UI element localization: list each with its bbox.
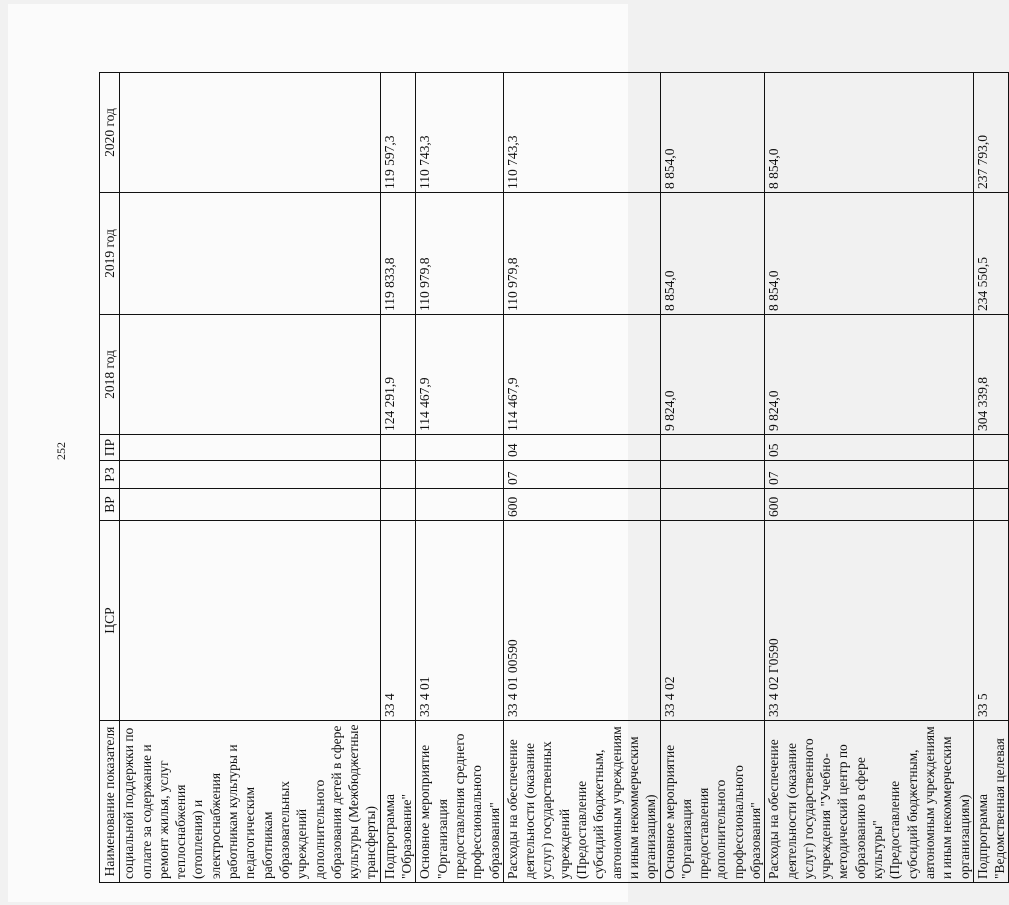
row-2020: 8 854,0 [660,73,765,193]
row-pr [660,435,765,461]
header-csr: ЦСР [100,521,120,721]
row-2020: 110 743,3 [503,73,660,193]
row-rz [973,461,1009,489]
row-csr: 33 5 [973,521,1009,721]
row-2019: 110 979,8 [416,193,503,315]
document-page [8,4,1008,902]
row-rz: 07 [765,461,974,489]
row-2019: 110 979,8 [503,193,660,315]
row-pr [380,435,416,461]
row-rz [416,461,503,489]
row-rz [120,461,380,489]
row-2020: 110 743,3 [416,73,503,193]
row-2018: 114 467,9 [503,315,660,435]
row-csr [120,521,380,721]
header-2019: 2019 год [100,193,120,315]
row-rz [660,461,765,489]
row-rz: 07 [503,461,660,489]
row-vr [973,489,1009,521]
row-pr [120,435,380,461]
row-2018: 9 824,0 [765,315,974,435]
row-vr [660,489,765,521]
header-2018: 2018 год [100,315,120,435]
header-vr: ВР [100,489,120,521]
row-2019: 8 854,0 [660,193,765,315]
row-2018: 9 824,0 [660,315,765,435]
table-wrapper [99,73,1008,883]
table-row [380,73,416,883]
row-csr: 33 4 02 [660,521,765,721]
table-row [765,73,974,883]
row-rz [380,461,416,489]
row-pr: 04 [503,435,660,461]
row-2019: 8 854,0 [765,193,974,315]
row-name: социальной поддержки по оплате за содержание и ремонт жилья, услуг теплоснабжения (отопления) и электроснабжения работникам культуры и педагогическим работникам образовательных учреждений дополнительного образования детей в сфере культуры (Межбюджетные трансферты) [120,721,380,883]
row-2018 [120,315,380,435]
table-row [973,73,1009,883]
row-name: Основное мероприятие "Организация предоставления дополнительного профессионального образования" [660,721,765,883]
row-csr: 33 4 01 [416,521,503,721]
table-row [503,73,660,883]
row-2018: 304 339,8 [973,315,1009,435]
table-header-row [100,73,120,883]
table-row [120,73,380,883]
row-2019: 119 833,8 [380,193,416,315]
row-pr: 05 [765,435,974,461]
row-2018: 124 291,9 [380,315,416,435]
row-name: Подпрограмма "Ведомственная целевая [973,721,1009,883]
table-row [660,73,765,883]
row-vr: 600 [503,489,660,521]
budget-table [99,72,1009,883]
row-name: Расходы на обеспечение деятельности (оказание услуг) государственных учреждений (Предоставление субсидий бюджетным, автономным учреждениям и иным некоммерческим организациям) [503,721,660,883]
row-name: Подпрограмма "Образование" [380,721,416,883]
row-pr [973,435,1009,461]
row-2020 [120,73,380,193]
row-vr [380,489,416,521]
row-2020: 237 793,0 [973,73,1009,193]
row-name: Основное мероприятие "Организация предоставления среднего профессионального образования" [416,721,503,883]
page-number: 252 [54,442,68,460]
row-2020: 119 597,3 [380,73,416,193]
row-2020: 8 854,0 [765,73,974,193]
row-2018: 114 467,9 [416,315,503,435]
table-row [416,73,503,883]
header-2020: 2020 год [100,73,120,193]
header-name: Наименование показателя [100,721,120,883]
row-vr: 600 [765,489,974,521]
row-csr: 33 4 01 00590 [503,521,660,721]
header-pr: ПР [100,435,120,461]
header-rz: РЗ [100,461,120,489]
row-vr [120,489,380,521]
row-vr [416,489,503,521]
row-csr: 33 4 02 Г0590 [765,521,974,721]
row-name: Расходы на обеспечение деятельности (оказание услуг) государственного учреждения "Учебно-методический центр по образованию в сфере культуры" (Предоставление субсидий бюджетным, автономным учреждениям и иным некоммерческим организациям) [765,721,974,883]
row-2019 [120,193,380,315]
row-2019: 234 550,5 [973,193,1009,315]
row-csr: 33 4 [380,521,416,721]
row-pr [416,435,503,461]
